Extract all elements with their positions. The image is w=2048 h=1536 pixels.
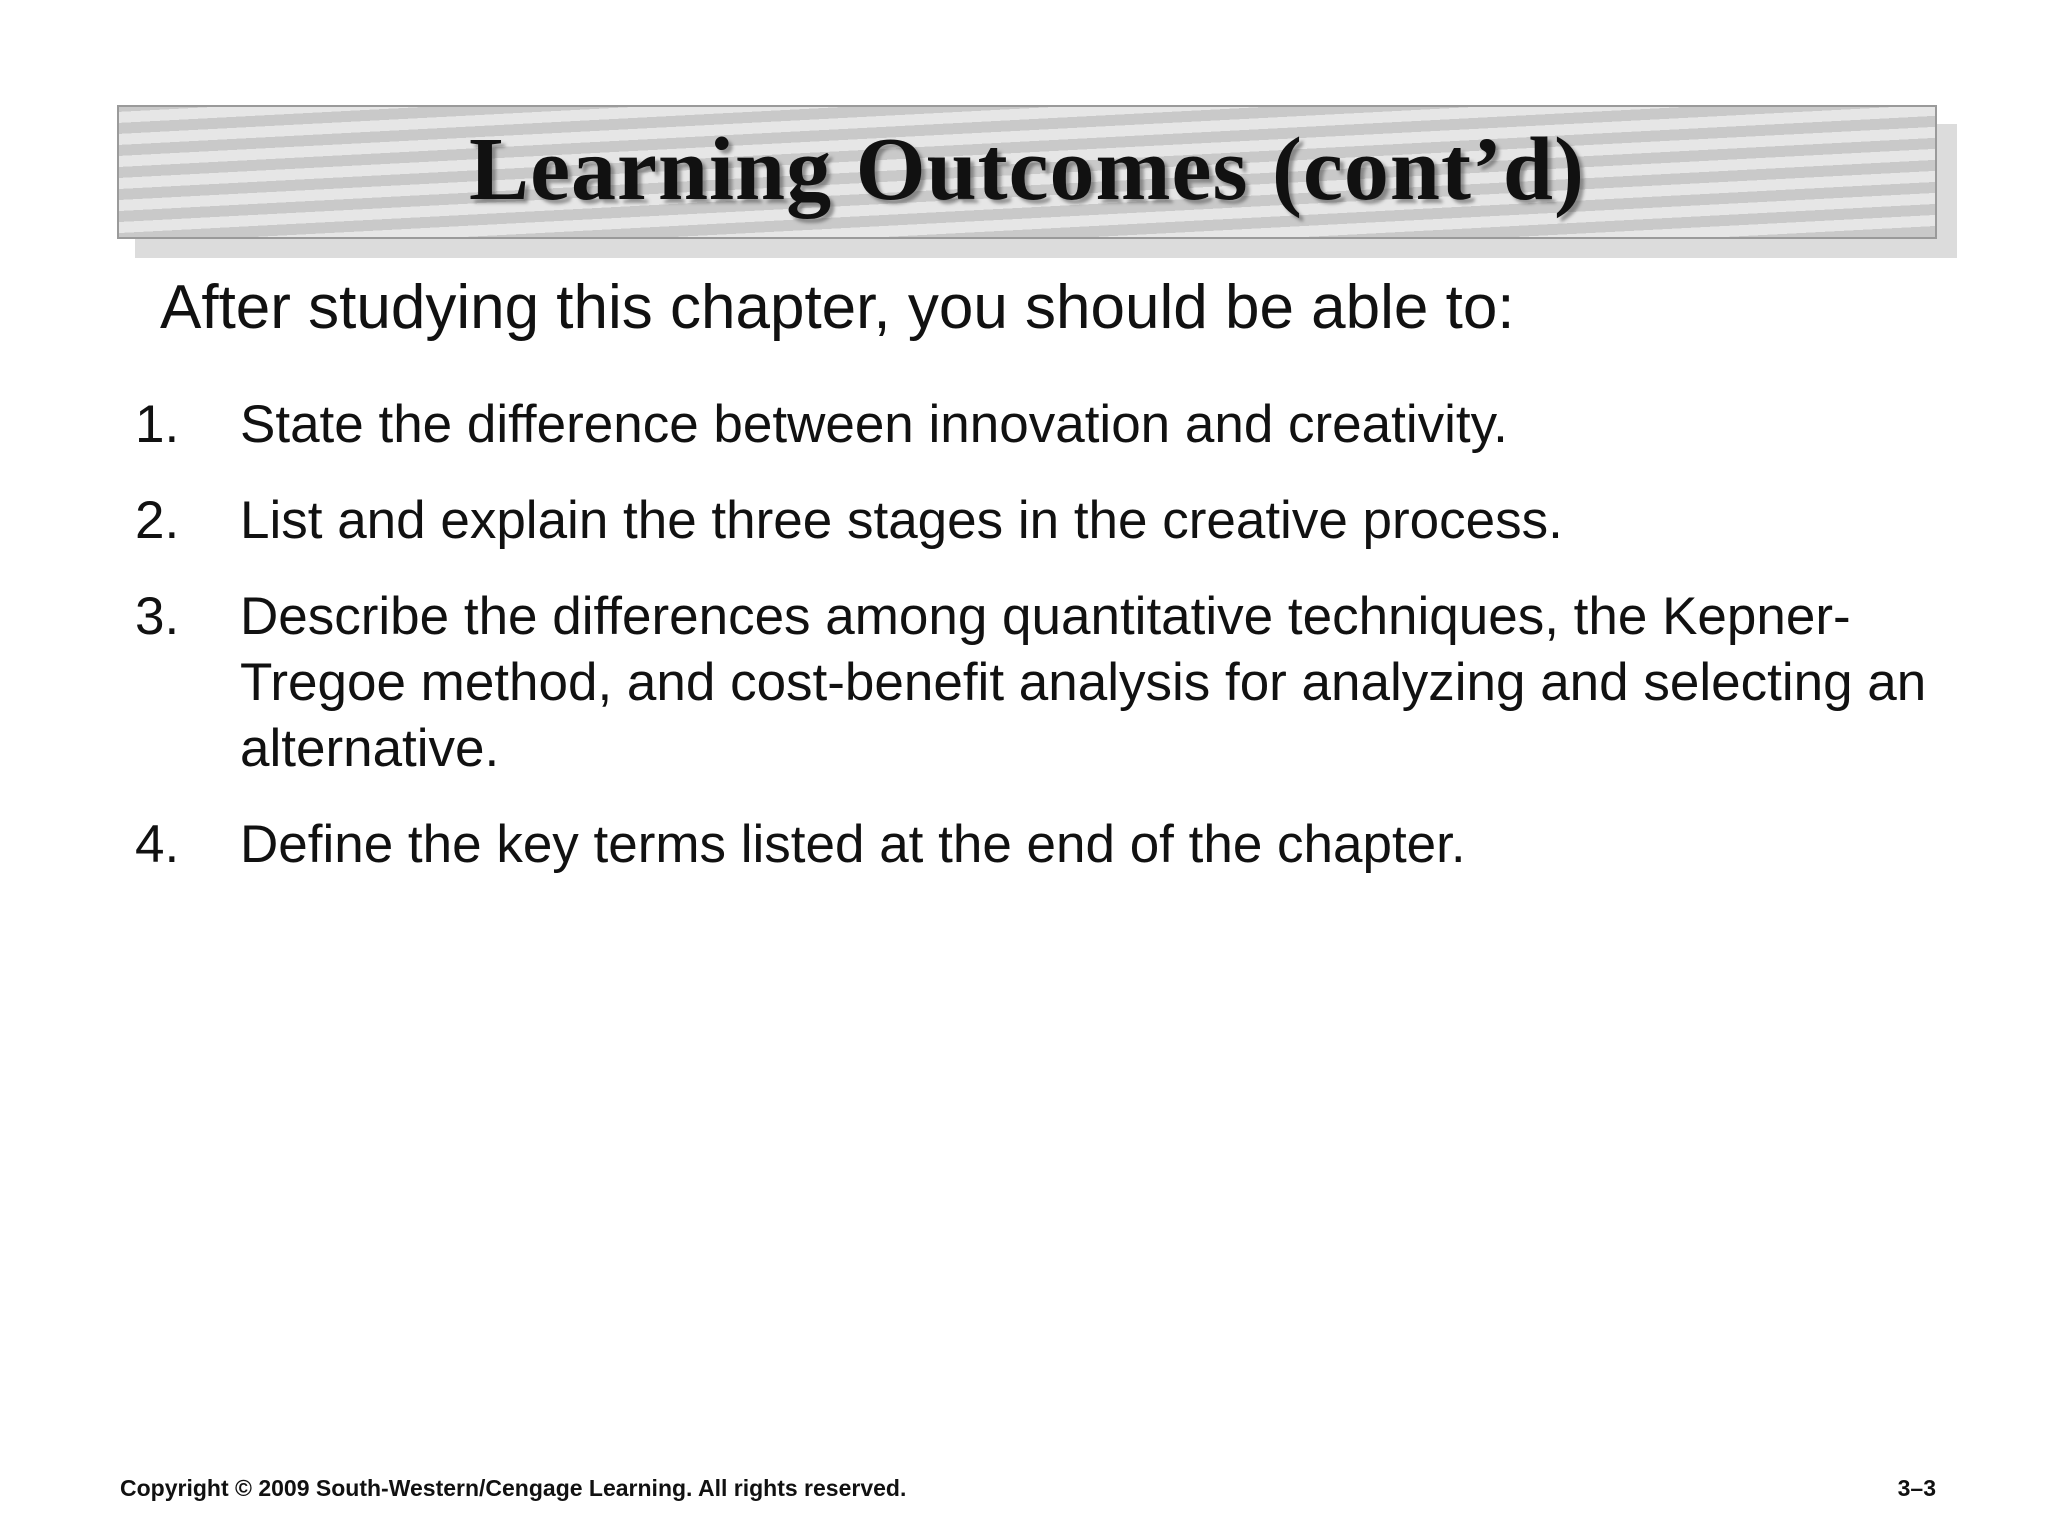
list-item-text: Define the key terms listed at the end of the chapter. bbox=[240, 815, 1466, 874]
list-item-number: 4. bbox=[135, 815, 180, 874]
title-banner bbox=[117, 105, 1937, 239]
list-item-text: Describe the differences among quantitative techniques, the Kepner-Tregoe method, and cost-benefit analysis for analyzing and selecting an alternative. bbox=[240, 587, 1927, 778]
learning-outcomes-list bbox=[135, 392, 1935, 908]
list-item-number: 3. bbox=[135, 587, 180, 646]
list-item bbox=[135, 392, 1935, 458]
list-item-text: State the difference between innovation and creativity. bbox=[240, 395, 1508, 454]
slide-title: Learning Outcomes (cont’d) bbox=[469, 120, 1585, 219]
list-item bbox=[135, 812, 1935, 878]
list-item-number: 2. bbox=[135, 491, 180, 550]
list-item-text: List and explain the three stages in the creative process. bbox=[240, 491, 1563, 550]
list-item bbox=[135, 488, 1935, 554]
list-item bbox=[135, 584, 1935, 782]
intro-text: After studying this chapter, you should be able to: bbox=[160, 273, 1515, 342]
copyright-notice: Copyright © 2009 South-Western/Cengage Learning. All rights reserved. bbox=[120, 1475, 907, 1501]
page-number: 3–3 bbox=[1897, 1475, 1936, 1501]
list-item-number: 1. bbox=[135, 395, 180, 454]
